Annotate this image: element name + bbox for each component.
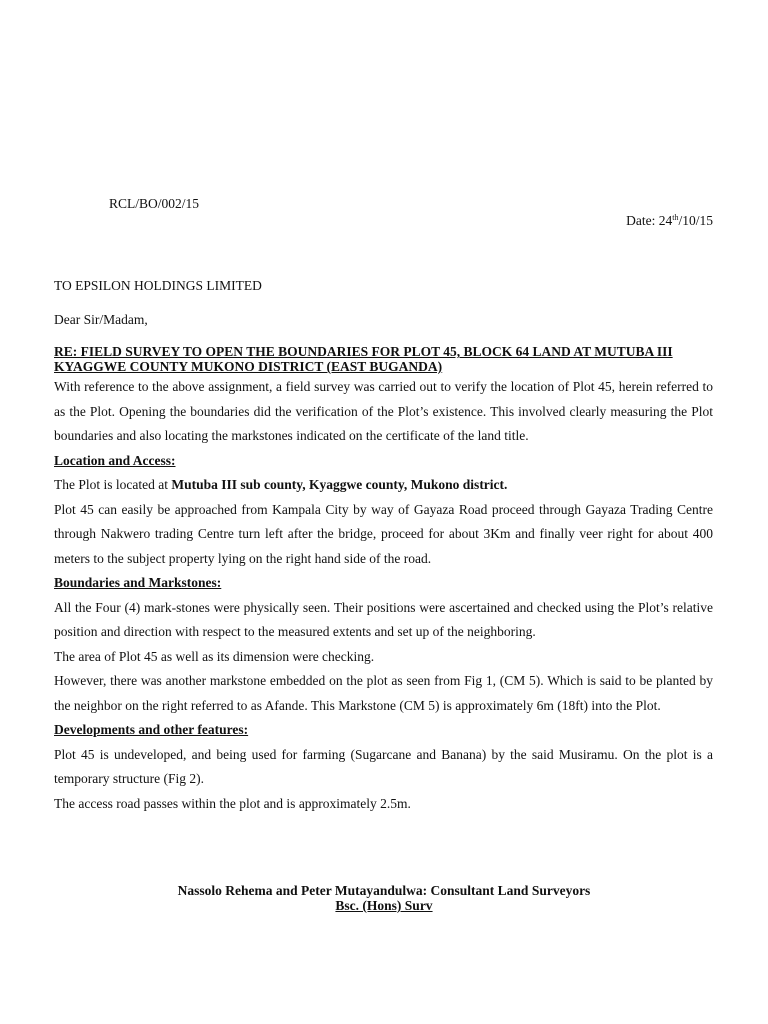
developments-paragraph-1: Plot 45 is undeveloped, and being used for farming (Sugarcane and Banana) by the said Musiramu. On the plot is a temporary structure (Fig 2). xyxy=(54,746,713,786)
location-value: Mutuba III sub county, Kyaggwe county, Mukono district. xyxy=(171,477,508,492)
subject-line-1: RE: FIELD SURVEY TO OPEN THE BOUNDARIES FOR PLOT 45, BLOCK 64 LAND AT MUTUBA III xyxy=(54,344,673,359)
boundaries-heading: Boundaries and Markstones: xyxy=(54,575,222,590)
location-paragraph xyxy=(54,473,713,498)
boundaries-paragraph-3: However, there was another markstone embedded on the plot as seen from Fig 1, (CM 5). Which is said to be planted by the neighbor on the right referred to as Afande. This Markstone (CM 5) is approximately 6m (18ft) into the Plot. xyxy=(54,673,713,713)
developments-paragraph-2: The access road passes within the plot and is approximately 2.5m. xyxy=(54,795,411,811)
addressee: TO EPSILON HOLDINGS LIMITED xyxy=(54,278,262,293)
signature-block xyxy=(0,883,768,913)
signatory-qualification: Bsc. (Hons) Surv xyxy=(335,898,433,913)
developments-heading: Developments and other features: xyxy=(54,722,249,737)
location-prefix: The Plot is located at xyxy=(54,477,172,492)
access-paragraph: Plot 45 can easily be approached from Kampala City by way of Gayaza Road proceed through Gayaza Trading Centre through Nakwero trading Centre turn left after the bridge, proceed for about 3Km and finally veer right for about 400 meters to the subject property lying on the right hand side of the road. xyxy=(54,501,713,566)
signatory-names: Nassolo Rehema and Peter Mutayandulwa: Consultant Land Surveyors xyxy=(177,883,591,898)
location-heading: Location and Access: xyxy=(54,452,176,468)
salutation: Dear Sir/Madam, xyxy=(54,312,148,327)
intro-paragraph: With reference to the above assignment, a field survey was carried out to verify the location of Plot 45, herein referred to as the Plot. Opening the boundaries did the verification of the Plot’s existence. This involved clearly measuring the Plot boundaries and also locating the markstones indicated on the certificate of the land title. xyxy=(54,379,713,443)
reference-number: RCL/BO/002/15 xyxy=(109,196,200,211)
subject-heading xyxy=(54,344,673,374)
subject-line-2: KYAGGWE COUNTY MUKONO DISTRICT (EAST BUGANDA) xyxy=(54,359,443,374)
date-suffix: /10/15 xyxy=(678,213,713,228)
date-prefix: Date: 24 xyxy=(626,213,673,228)
boundaries-paragraph-2: The area of Plot 45 as well as its dimension were checking. xyxy=(54,648,375,664)
letter-date xyxy=(626,213,713,229)
boundaries-paragraph-1: All the Four (4) mark-stones were physically seen. Their positions were ascertained and checked using the Plot’s relative position and direction with respect to the measured extents and set up of the neighboring. xyxy=(54,599,713,639)
letter-body xyxy=(54,375,713,816)
date-ordinal: th xyxy=(672,213,679,222)
